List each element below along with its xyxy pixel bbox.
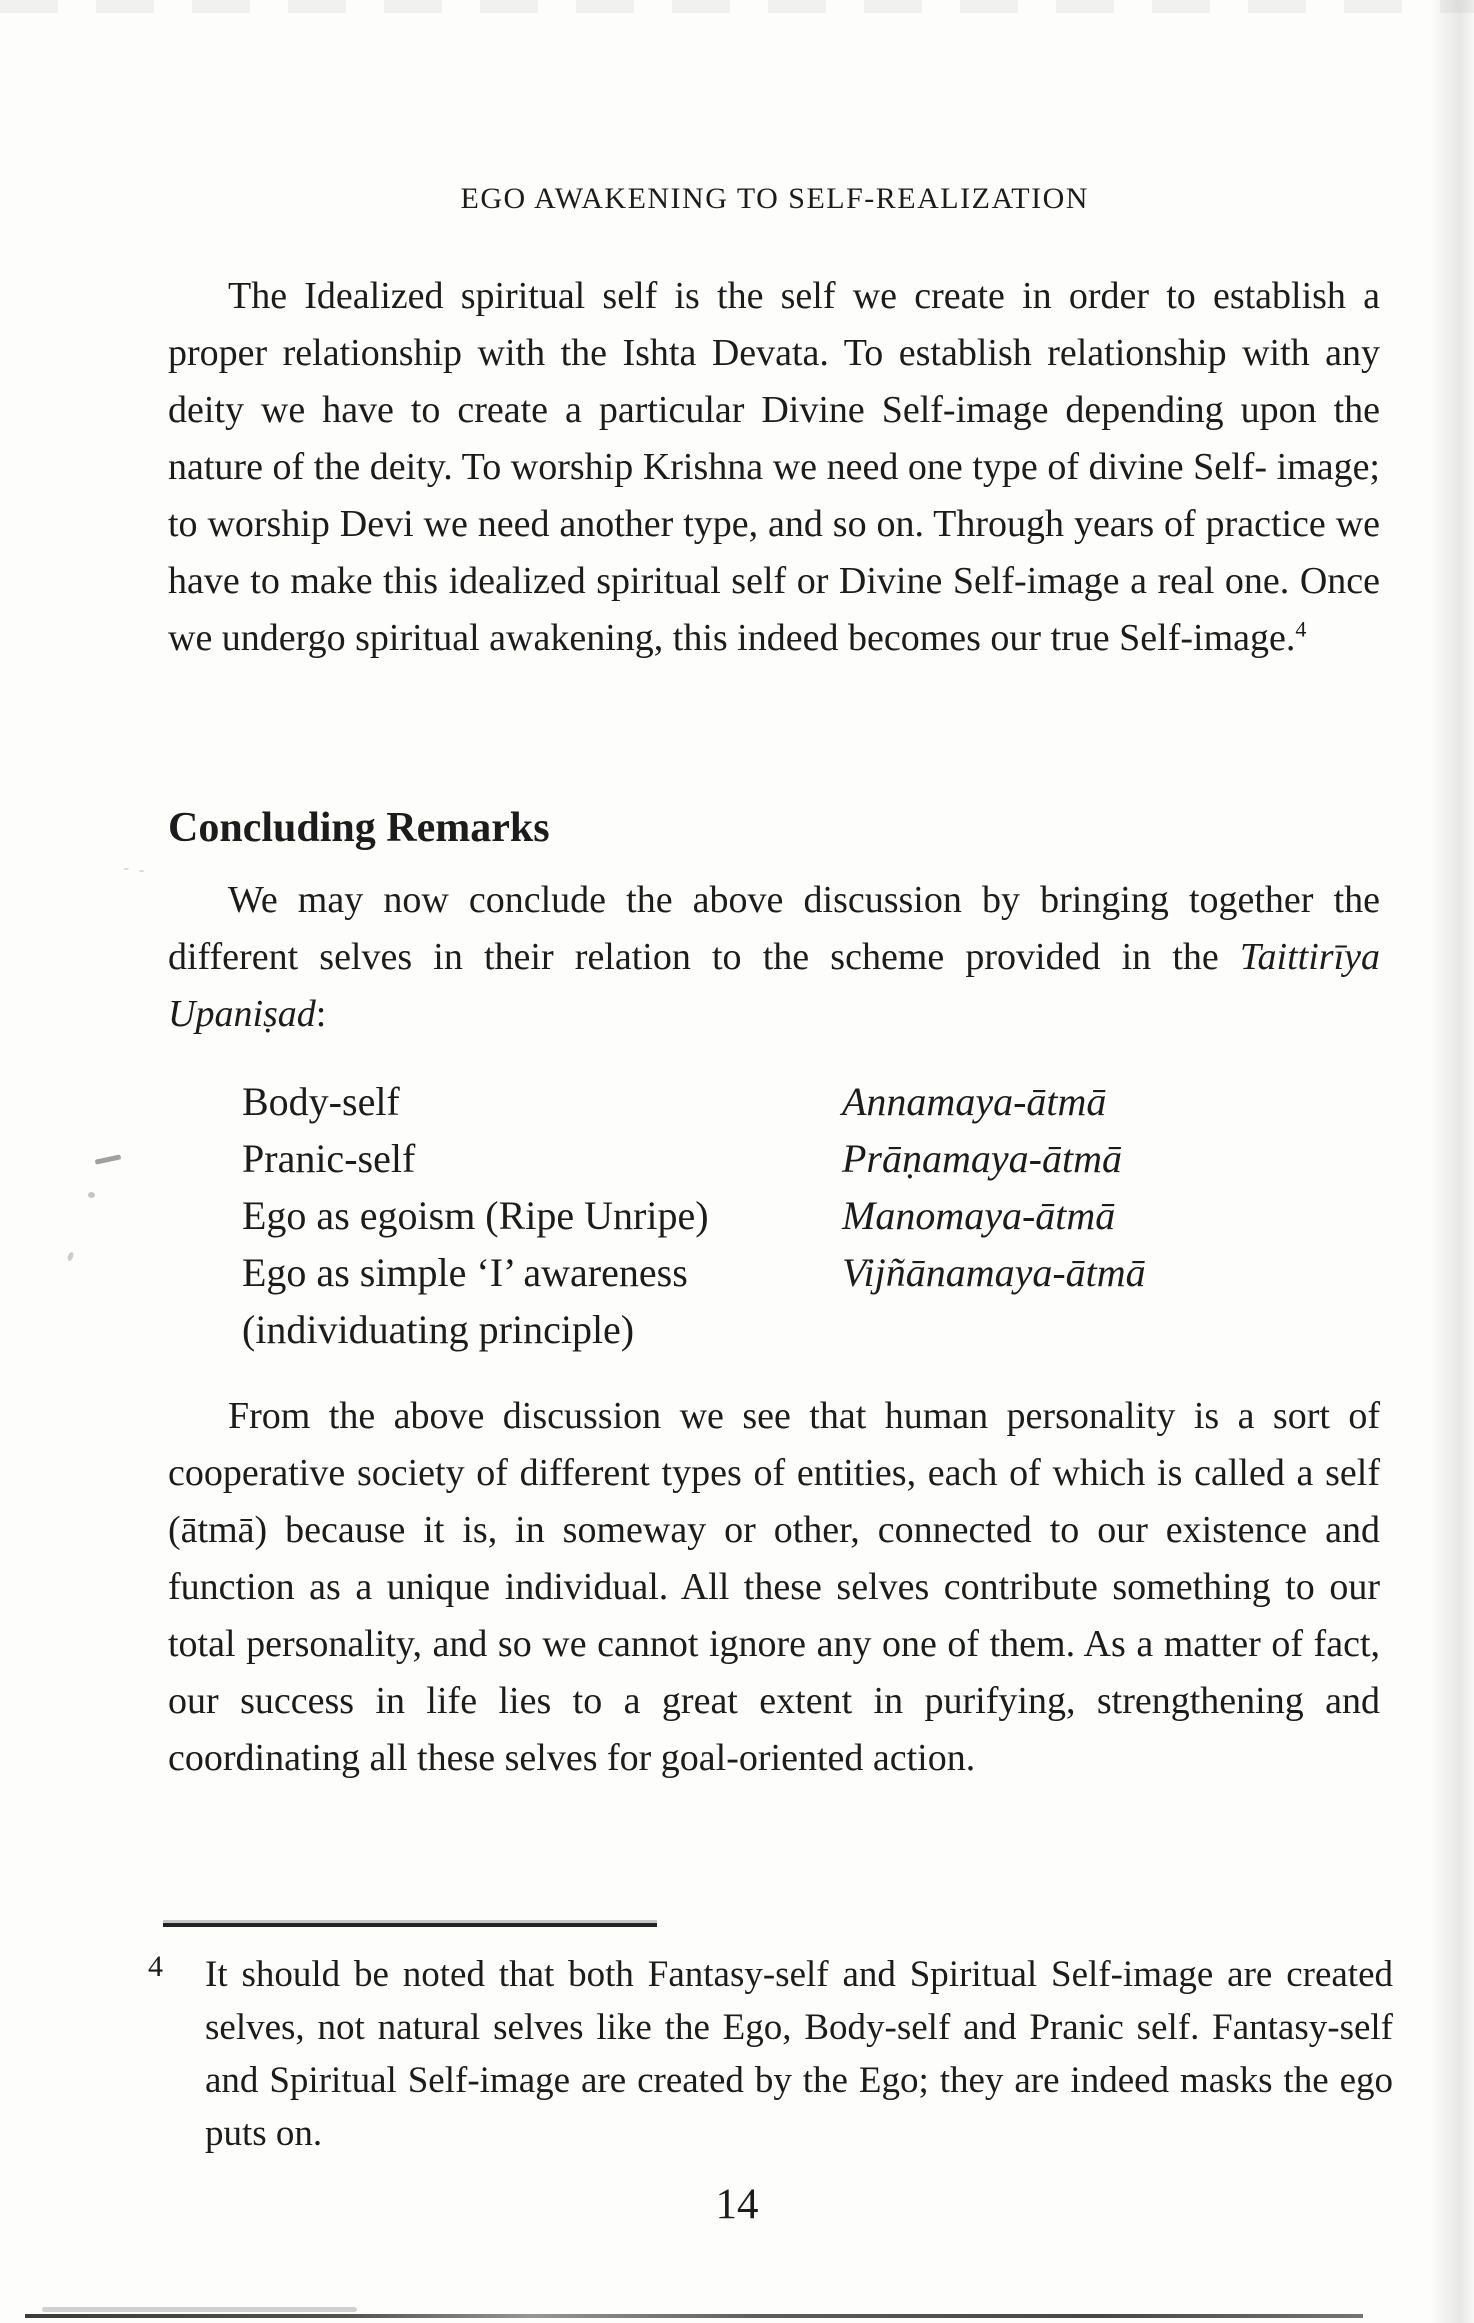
scheme-term: Body-self — [242, 1079, 400, 1124]
scheme-term: Ego as simple ‘I’ awareness — [242, 1250, 688, 1295]
scheme-sanskrit: Vijñānamaya-ātmā — [842, 1250, 1146, 1295]
pencil-smudge-mark — [116, 864, 150, 874]
scan-edge-top-dashes — [0, 0, 1474, 13]
footnote-text: It should be noted that both Fantasy-self and Spiritual Self-image are created selves, not natural selves like the Ego, Body-self and Pranic self. Fantasy-self and Spiritual Self-image are created by the Ego; they are indeed masks the ego puts on. — [205, 1954, 1393, 2154]
margin-dash-mark — [95, 1154, 121, 1164]
footnote — [148, 1948, 1393, 2160]
scheme-term: Ego as egoism (Ripe Unripe) — [242, 1193, 709, 1238]
scheme-sanskrit: Annamaya-ātmā — [842, 1079, 1107, 1124]
paragraph-idealized-self — [168, 268, 1380, 667]
scheme-row — [242, 1187, 1382, 1244]
self-scheme-list — [242, 1073, 1382, 1358]
page-number: 14 — [715, 2181, 759, 2228]
scheme-sanskrit — [842, 1301, 1382, 1358]
scheme-row — [242, 1130, 1382, 1187]
scheme-row — [242, 1244, 1382, 1301]
section-heading-concluding-remarks: Concluding Remarks — [168, 805, 550, 851]
paragraph-conclusion-intro — [168, 872, 1380, 1043]
scan-edge-bottom-line — [25, 2314, 1363, 2318]
scheme-sanskrit: Prāṇamaya-ātmā — [842, 1136, 1122, 1181]
scheme-term: Pranic-self — [242, 1136, 416, 1181]
footnote-rule — [163, 1923, 657, 1927]
footnote-reference: 4 — [1295, 616, 1307, 642]
work-title: Taittirīya Upaniṣad — [168, 936, 1380, 1035]
margin-dot-mark — [88, 1192, 95, 1198]
margin-dot-mark — [67, 1251, 75, 1261]
paragraph-conclusion-intro-text: We may now conclude the above discussion by bringing together the different selves in their relation to the scheme provided in the — [168, 879, 1380, 978]
paragraph-conclusion-intro-tail: : — [315, 993, 327, 1035]
scheme-term: (individuating principle) — [242, 1307, 635, 1352]
page-gutter-shadow — [1430, 0, 1474, 2323]
scheme-row — [242, 1301, 1382, 1358]
scheme-sanskrit: Manomaya-ātmā — [842, 1193, 1116, 1238]
scheme-row — [242, 1073, 1382, 1130]
paragraph-summary: From the above discussion we see that human personality is a sort of cooperative society of different types of entities, each of which is called a self (ātmā) because it is, in someway or other, connected to our existence and function as a unique individual. All these selves contribute something to our total personality, and so we cannot ignore any one of them. As a matter of fact, our success in life lies to a great extent in purifying, strengthening and coordinating all these selves for goal-oriented action. — [168, 1395, 1380, 1779]
running-head: EGO AWAKENING TO SELF-REALIZATION — [460, 182, 1089, 215]
scan-edge-bottom-fuzz — [42, 2307, 357, 2312]
footnote-marker: 4 — [148, 1950, 163, 1983]
paragraph-idealized-self-text: The Idealized spiritual self is the self we create in order to establish a proper relationship with the Ishta Devata. To establish relationship with any deity we have to create a particular Divine Self-image depending upon the nature of the deity. To worship Krishna we need one type of divine Self- image; to worship Devi we need another type, and so on. Through years of practice we have to make this idealized spiritual self or Divine Self-image a real one. Once we undergo spiritual awakening, this indeed becomes our true Self-image. — [168, 275, 1380, 659]
